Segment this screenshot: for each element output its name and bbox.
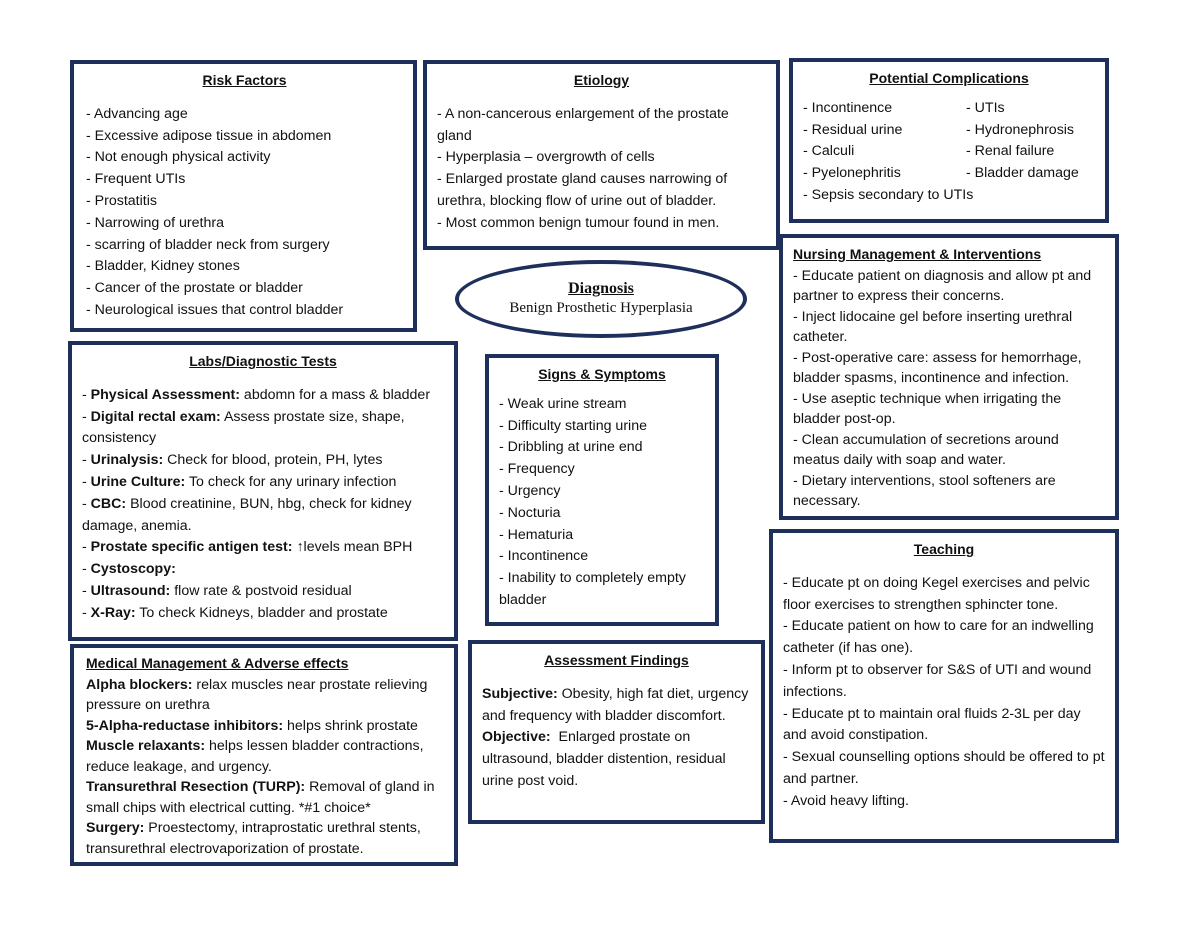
lab-item: - Cystoscopy:	[82, 561, 176, 578]
medical-item-text: helps shrink prostate	[283, 717, 418, 734]
teaching-item: - Educate patient on how to care for an indwelling catheter (if has one).	[783, 618, 1094, 657]
lab-item-text: To check Kidneys, bladder and prostate	[135, 604, 388, 621]
nursing-item: - Inject lidocaine gel before inserting urethral catheter.	[793, 308, 1073, 346]
nursing-box	[779, 234, 1119, 520]
medical-item	[86, 736, 442, 777]
etiology-box	[423, 60, 780, 250]
lab-item-text: Check for blood, protein, PH, lytes	[163, 452, 383, 469]
lab-item-text: ↑levels mean BPH	[292, 539, 413, 556]
lab-item: - Prostate specific antigen test: ↑levels mean BPH	[82, 539, 413, 556]
lab-item-text: flow rate & postvoid residual	[170, 582, 352, 599]
lab-item-text: Assess prostate size, shape, consistency	[82, 408, 405, 447]
complication-item: - Incontinence	[803, 99, 893, 116]
complications-grid	[803, 98, 1095, 185]
diagnosis-subtitle: Benign Prosthetic Hyperplasia	[509, 300, 693, 316]
risk-factor-item: - Prostatitis	[86, 192, 157, 209]
medical-item	[86, 818, 442, 859]
risk-factor-item: - scarring of bladder neck from surgery	[86, 236, 330, 253]
complications-title: Potential Complications	[869, 70, 1029, 86]
assessment-subjective	[482, 684, 751, 728]
etiology-title: Etiology	[573, 72, 630, 88]
assessment-subjective-text: Obesity, high fat diet, urgency and frequency with bladder discomfort.	[482, 685, 749, 724]
sign-item: - Weak urine stream	[499, 395, 627, 412]
risk-factor-item: - Advancing age	[86, 105, 188, 122]
assessment-subjective-label: Subjective:	[482, 685, 558, 702]
sign-item: - Frequency	[499, 461, 575, 478]
etiology-item: - Most common benign tumour found in men.	[437, 214, 720, 231]
nursing-item: - Educate patient on diagnosis and allow pt and partner to express their concerns.	[793, 267, 1092, 305]
sign-item: - Urgency	[499, 482, 561, 499]
diagnosis-ellipse	[455, 260, 747, 338]
signs-title: Signs & Symptoms	[538, 366, 666, 382]
risk-factor-item: - Neurological issues that control bladder	[86, 301, 344, 318]
complication-item: - Renal failure	[966, 143, 1055, 160]
lab-item-label: Ultrasound:	[90, 582, 171, 599]
lab-item-text: Blood creatinine, BUN, hbg, check for kidney damage, anemia.	[82, 495, 412, 534]
complication-item: - Pyelonephritis	[803, 165, 901, 182]
assessment-objective-label: Objective:	[482, 729, 551, 746]
medical-item-text: Removal of gland in small chips with electrical cutting. *#1 choice*	[86, 779, 435, 816]
risk-factor-item: - Narrowing of urethra	[86, 214, 224, 231]
lab-item: - Physical Assessment: abdomn for a mass & bladder	[82, 386, 431, 403]
etiology-item: - A non-cancerous enlargement of the prostate gland	[437, 105, 729, 144]
sign-item: - Dribbling at urine end	[499, 439, 643, 456]
lab-item: - CBC: Blood creatinine, BUN, hbg, check for kidney damage, anemia.	[82, 495, 412, 534]
medical-item	[86, 716, 442, 737]
etiology-item: - Hyperplasia – overgrowth of cells	[437, 149, 655, 166]
lab-item-label: Urinalysis:	[90, 452, 164, 469]
risk-factor-item: - Frequent UTIs	[86, 171, 186, 188]
lab-item: - X-Ray: To check Kidneys, bladder and prostate	[82, 604, 388, 621]
sign-item: - Nocturia	[499, 504, 561, 521]
nursing-item: - Clean accumulation of secretions around meatus daily with soap and water.	[793, 431, 1059, 469]
medical-item-label: 5-Alpha-reductase inhibitors:	[86, 717, 284, 734]
risk-factors-box	[70, 60, 417, 332]
teaching-item: - Sexual counselling options should be offered to pt and partner.	[783, 749, 1105, 787]
complications-box	[789, 58, 1109, 223]
complication-item: - Sepsis secondary to UTIs	[803, 186, 974, 203]
signs-box	[485, 354, 719, 626]
medical-item	[86, 675, 442, 716]
teaching-title: Teaching	[913, 541, 975, 557]
medical-item-label: Alpha blockers:	[86, 676, 193, 693]
assessment-objective-text: Enlarged prostate on ultrasound, bladder distention, residual urine post void.	[482, 729, 730, 789]
complication-item: - Bladder damage	[966, 165, 1079, 182]
assessment-box	[468, 640, 765, 824]
lab-item-label: X-Ray:	[90, 604, 136, 621]
labs-title: Labs/Diagnostic Tests	[189, 353, 337, 369]
complication-item: - Residual urine	[803, 121, 903, 138]
assessment-objective	[482, 727, 751, 792]
risk-factor-item: - Bladder, Kidney stones	[86, 258, 240, 275]
nursing-title: Nursing Management & Interventions	[793, 246, 1042, 262]
sign-item: - Difficulty starting urine	[499, 417, 647, 434]
teaching-item: - Educate pt to maintain oral fluids 2-3L per day and avoid constipation.	[783, 705, 1081, 744]
lab-item: - Urinalysis: Check for blood, protein, PH, lytes	[82, 452, 383, 469]
complication-item: - Hydronephrosis	[966, 121, 1075, 138]
sign-item: - Incontinence	[499, 548, 589, 565]
medical-item-label: Transurethral Resection (TURP):	[86, 779, 306, 796]
risk-factor-item: - Excessive adipose tissue in abdomen	[86, 127, 332, 144]
medical-item-label: Muscle relaxants:	[86, 738, 206, 755]
lab-item: - Digital rectal exam: Assess prostate size, shape, consistency	[82, 408, 405, 447]
complication-item: - UTIs	[966, 99, 1005, 116]
lab-item-label: Physical Assessment:	[90, 386, 240, 403]
lab-item-label: Digital rectal exam:	[90, 408, 221, 425]
risk-factors-title: Risk Factors	[202, 72, 287, 88]
lab-item-label: Cystoscopy:	[90, 561, 176, 578]
diagnosis-title: Diagnosis	[568, 280, 634, 297]
lab-item-label: CBC:	[90, 495, 127, 512]
complication-item: - Calculi	[803, 143, 855, 160]
teaching-item: - Educate pt on doing Kegel exercises and pelvic floor exercises to strengthen sphincter tone.	[783, 574, 1090, 613]
lab-item-label: Urine Culture:	[90, 473, 186, 490]
medical-title: Medical Management & Adverse effects	[86, 655, 349, 671]
nursing-item: - Post-operative care: assess for hemorrhage, bladder spasms, incontinence and infection.	[793, 349, 1082, 387]
medical-item-label: Surgery:	[86, 820, 145, 837]
assessment-title: Assessment Findings	[544, 652, 689, 668]
lab-item: - Urine Culture: To check for any urinary infection	[82, 473, 397, 490]
risk-factor-item: - Cancer of the prostate or bladder	[86, 280, 303, 297]
nursing-item: - Use aseptic technique when irrigating the bladder post-op.	[793, 390, 1062, 428]
risk-factor-item: - Not enough physical activity	[86, 149, 271, 166]
lab-item-text: abdomn for a mass & bladder	[239, 386, 431, 403]
nursing-item: - Dietary interventions, stool softeners are necessary.	[793, 472, 1056, 510]
medical-box	[70, 644, 458, 866]
etiology-item: - Enlarged prostate gland causes narrowing of urethra, blocking flow of urine out of bladder.	[437, 171, 728, 209]
medical-item-text: Proestectomy, intraprostatic urethral stents, transurethral electrovaporization of prostate.	[86, 820, 421, 857]
medical-item	[86, 777, 442, 818]
teaching-box	[769, 529, 1119, 843]
medical-item-text: relax muscles near prostate relieving pressure on urethra	[86, 676, 428, 714]
sign-item: - Inability to completely empty bladder	[499, 570, 686, 608]
teaching-item: - Avoid heavy lifting.	[783, 792, 909, 809]
medical-item-text: helps lessen bladder contractions, reduce leakage, and urgency.	[86, 738, 424, 775]
labs-box	[68, 341, 458, 641]
lab-item-text: To check for any urinary infection	[185, 473, 397, 490]
lab-item: - Ultrasound: flow rate & postvoid residual	[82, 582, 352, 599]
lab-item-label: Prostate specific antigen test:	[90, 539, 293, 556]
teaching-item: - Inform pt to observer for S&S of UTI and wound infections.	[783, 661, 1092, 700]
sign-item: - Hematuria	[499, 526, 574, 543]
